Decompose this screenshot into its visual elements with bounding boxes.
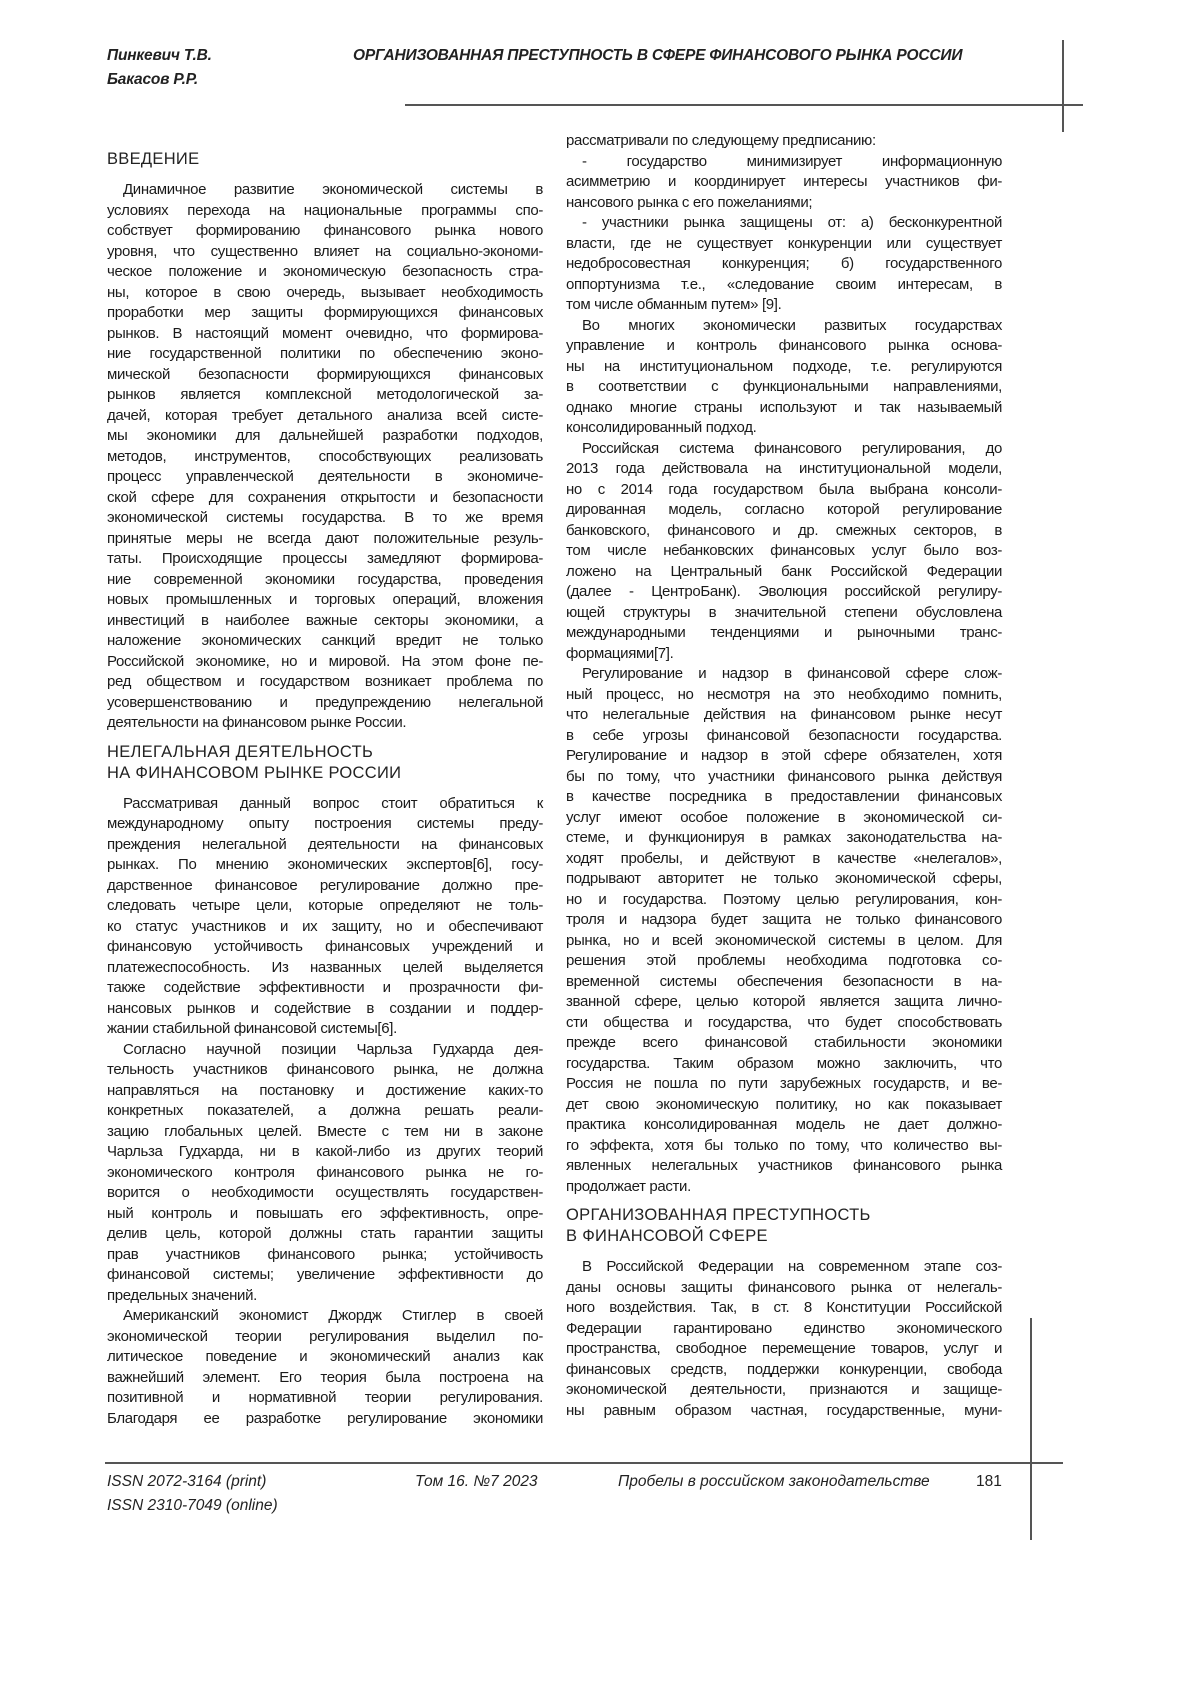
text-line: новых промышленных и торговых операций, вложения bbox=[107, 590, 543, 611]
footer-rule bbox=[105, 1462, 1063, 1464]
text-line: нансового рынка с его пожеланиями; bbox=[566, 193, 1002, 214]
text-line: Российская система финансового регулирования, до bbox=[566, 439, 1002, 460]
text-line: Благодаря ее разработке регулирование экономики bbox=[107, 1409, 543, 1430]
running-title: ОРГАНИЗОВАННАЯ ПРЕСТУПНОСТЬ В СФЕРЕ ФИНАНСОВОГО РЫНКА РОССИИ bbox=[353, 47, 962, 65]
paragraph bbox=[107, 180, 543, 734]
text-line: Российской экономике, но и мировой. На этом фоне пе- bbox=[107, 652, 543, 673]
text-line: государства. Таким образом можно заключить, что bbox=[566, 1054, 1002, 1075]
text-line: следовать четыре цели, которые определяют не толь- bbox=[107, 896, 543, 917]
text-line: усовершенствованию и предупреждению нелегальной bbox=[107, 693, 543, 714]
text-line: мы экономики для дальнейшей разработки подходов, bbox=[107, 426, 543, 447]
text-line: ны на институциональном подходе, т.е. регулируются bbox=[566, 357, 1002, 378]
header-vertical-rule bbox=[1062, 40, 1064, 132]
text-line: сти общества и государства, что будет способствовать bbox=[566, 1013, 1002, 1034]
text-line: ходят пробелы, и действуют в качестве «нелегалов», bbox=[566, 849, 1002, 870]
section-heading bbox=[107, 149, 543, 170]
text-line: го эффекта, хотя бы только по тому, что количество вы- bbox=[566, 1136, 1002, 1157]
text-line: управление и контроль финансового рынка основа- bbox=[566, 336, 1002, 357]
text-line: Во многих экономически развитых государствах bbox=[566, 316, 1002, 337]
text-line: рынка, но и всей экономической системы в целом. Для bbox=[566, 931, 1002, 952]
text-line: финансовой системы; увеличение эффективности до bbox=[107, 1265, 543, 1286]
text-line: 2013 года действовала на институциональной модели, bbox=[566, 459, 1002, 480]
text-line: в соответствии с функциональными направлениями, bbox=[566, 377, 1002, 398]
section-heading-line: НА ФИНАНСОВОМ РЫНКЕ РОССИИ bbox=[107, 763, 543, 784]
paragraph bbox=[107, 1306, 543, 1429]
text-line: однако многие страны используют и так называемый bbox=[566, 398, 1002, 419]
text-line: делив цель, которой должны стать гарантии защиты bbox=[107, 1224, 543, 1245]
section-heading-line: ВВЕДЕНИЕ bbox=[107, 149, 543, 170]
section-heading-line: НЕЛЕГАЛЬНАЯ ДЕЯТЕЛЬНОСТЬ bbox=[107, 742, 543, 763]
text-line: Регулирование и надзор в этой сфере обязателен, хотя bbox=[566, 746, 1002, 767]
text-line: Согласно научной позиции Чарльза Гудхарда дея- bbox=[107, 1040, 543, 1061]
text-line: бы по тому, что участники финансового рынка действуя bbox=[566, 767, 1002, 788]
journal-name: Пробелы в российском законодательстве bbox=[618, 1473, 930, 1491]
text-line: Россия не пошла по пути зарубежных государств, и ве- bbox=[566, 1074, 1002, 1095]
text-line: ны равным образом частная, государственные, муни- bbox=[566, 1401, 1002, 1422]
page-number: 181 bbox=[976, 1473, 1002, 1491]
text-line: методов, инструментов, способствующих реализовать bbox=[107, 447, 543, 468]
header-rule bbox=[405, 104, 1083, 106]
text-line: мической безопасности формирующихся финансовых bbox=[107, 365, 543, 386]
text-line: принятые меры не всегда дают положительные резуль- bbox=[107, 529, 543, 550]
paragraph bbox=[566, 439, 1002, 665]
left-column bbox=[107, 141, 543, 1429]
text-line: Регулирование и надзор в финансовой сфере слож- bbox=[566, 664, 1002, 685]
text-line: - государство минимизирует информационную bbox=[566, 152, 1002, 173]
right-column bbox=[566, 131, 1002, 1421]
text-line: формациями[7]. bbox=[566, 644, 1002, 665]
text-line: услуг имеют особое положение в экономической си- bbox=[566, 808, 1002, 829]
text-line: зацию глобальных целей. Вместе с тем ни в законе bbox=[107, 1122, 543, 1143]
text-line: оппортунизма т.е., «следование своим интересам, в bbox=[566, 275, 1002, 296]
text-line: экономической системы государства. В то же время bbox=[107, 508, 543, 529]
section-heading-line: ОРГАНИЗОВАННАЯ ПРЕСТУПНОСТЬ bbox=[566, 1205, 1002, 1226]
text-line: рассматривали по следующему предписанию: bbox=[566, 131, 1002, 152]
text-line: финансовых средств, поддержки конкуренции, свобода bbox=[566, 1360, 1002, 1381]
section-heading bbox=[566, 1205, 1002, 1247]
text-line: ние государственной политики по обеспечению эконо- bbox=[107, 344, 543, 365]
text-line: международными тенденциями и рыночными транс- bbox=[566, 623, 1002, 644]
text-line: собствует формированию финансового рынка нового bbox=[107, 221, 543, 242]
text-line: рынках. По мнению экономических экспертов[6], госу- bbox=[107, 855, 543, 876]
text-line: наложение экономических санкций вредит не только bbox=[107, 631, 543, 652]
text-line: явленных нелегальных участников финансового рынка bbox=[566, 1156, 1002, 1177]
paragraph bbox=[566, 131, 1002, 152]
text-line: таты. Происходящие процессы замедляют формирова- bbox=[107, 549, 543, 570]
text-line: ческое положение и экономическую безопасность стра- bbox=[107, 262, 543, 283]
text-line: Американский экономист Джордж Стиглер в своей bbox=[107, 1306, 543, 1327]
text-line: дачей, которая требует детального анализа всей систе- bbox=[107, 406, 543, 427]
paragraph bbox=[566, 664, 1002, 1197]
text-line: банковского, финансового и др. смежных секторов, в bbox=[566, 521, 1002, 542]
text-line: Чарльза Гудхарда, ни в какой-либо из других теорий bbox=[107, 1142, 543, 1163]
text-line: дированная модель, согласно которой регулирование bbox=[566, 500, 1002, 521]
text-line: практика консолидированная модель не дает должно- bbox=[566, 1115, 1002, 1136]
text-line: также содействие эффективности и прозрачности фи- bbox=[107, 978, 543, 999]
author-1: Пинкевич Т.В. bbox=[107, 47, 212, 65]
text-line: платежеспособность. Из названных целей выделяется bbox=[107, 958, 543, 979]
text-line: преждения нелегальной деятельности на финансовых bbox=[107, 835, 543, 856]
text-line: в себе угрозы финансовой безопасности государства. bbox=[566, 726, 1002, 747]
text-line: ред обществом и государством возникает проблема по bbox=[107, 672, 543, 693]
text-line: ложено на Центральный банк Российской Федерации bbox=[566, 562, 1002, 583]
text-line: ного воздействия. Так, в ст. 8 Конституции Российской bbox=[566, 1298, 1002, 1319]
text-line: ющей структуры в значительной степени обусловлена bbox=[566, 603, 1002, 624]
text-line: званной сфере, целью которой является защита лично- bbox=[566, 992, 1002, 1013]
text-line: решения этой проблемы необходима подготовка со- bbox=[566, 951, 1002, 972]
text-line: международному опыту построения системы преду- bbox=[107, 814, 543, 835]
issn-online: ISSN 2310-7049 (online) bbox=[107, 1497, 278, 1515]
text-line: временной системы обеспечения безопасности в на- bbox=[566, 972, 1002, 993]
issn-print: ISSN 2072-3164 (print) bbox=[107, 1473, 266, 1491]
text-line: В Российской Федерации на современном этапе соз- bbox=[566, 1257, 1002, 1278]
text-line: условиях перехода на национальные программы спо- bbox=[107, 201, 543, 222]
paragraph bbox=[566, 152, 1002, 214]
text-line: стеме, и функционируя в рамках законодательства на- bbox=[566, 828, 1002, 849]
text-line: том числе небанковских финансовых услуг было воз- bbox=[566, 541, 1002, 562]
section-heading bbox=[107, 742, 543, 784]
text-line: что нелегальные действия на финансовом рынке несут bbox=[566, 705, 1002, 726]
footer-vertical-rule bbox=[1030, 1318, 1032, 1540]
text-line: жании стабильной финансовой системы[6]. bbox=[107, 1019, 543, 1040]
text-line: дарственное финансовое регулирование должно пре- bbox=[107, 876, 543, 897]
text-line: предельных значений. bbox=[107, 1286, 543, 1307]
text-line: деятельности на финансовом рынке России. bbox=[107, 713, 543, 734]
text-line: пространства, свободное перемещение товаров, услуг и bbox=[566, 1339, 1002, 1360]
text-line: проработки мер защиты формирующихся финансовых bbox=[107, 303, 543, 324]
text-line: подрывают авторитет не только экономической сферы, bbox=[566, 869, 1002, 890]
text-line: даны основы защиты финансового рынка от нелегаль- bbox=[566, 1278, 1002, 1299]
text-line: - участники рынка защищены от: а) бесконкурентной bbox=[566, 213, 1002, 234]
text-line: ние современной экономики государства, проведения bbox=[107, 570, 543, 591]
text-line: рынков. В настоящий момент очевидно, что формирова- bbox=[107, 324, 543, 345]
text-line: уровня, что существенно влияет на социально-экономи- bbox=[107, 242, 543, 263]
text-line: асимметрию и координирует интересы участников фи- bbox=[566, 172, 1002, 193]
text-line: ны, которое в свою очередь, вызывает необходимость bbox=[107, 283, 543, 304]
paragraph bbox=[107, 794, 543, 1040]
text-line: в качестве посредника в предоставлении финансовых bbox=[566, 787, 1002, 808]
text-line: инвестиций в наиболее важные секторы экономики, а bbox=[107, 611, 543, 632]
text-line: но с 2014 года государством была выбрана консоли- bbox=[566, 480, 1002, 501]
text-line: власти, где не существует конкуренции или существует bbox=[566, 234, 1002, 255]
section-heading-line: В ФИНАНСОВОЙ СФЕРЕ bbox=[566, 1226, 1002, 1247]
text-line: важнейший элемент. Его теория была построена на bbox=[107, 1368, 543, 1389]
text-line: Динамичное развитие экономической системы в bbox=[107, 180, 543, 201]
text-line: недобросовестная конкуренция; б) государственного bbox=[566, 254, 1002, 275]
text-line: нансовых рынков и содействие в создании и поддер- bbox=[107, 999, 543, 1020]
text-line: финансовую устойчивость финансовых учреждений и bbox=[107, 937, 543, 958]
text-line: дет свою экономическую политику, но как показывает bbox=[566, 1095, 1002, 1116]
text-line: направляться на постановку и достижение каких-то bbox=[107, 1081, 543, 1102]
text-line: ской сфере для сохранения открытости и безопасности bbox=[107, 488, 543, 509]
text-line: прежде всего финансовой стабильности экономики bbox=[566, 1033, 1002, 1054]
paragraph bbox=[566, 316, 1002, 439]
text-line: тельность участников финансового рынка, не должна bbox=[107, 1060, 543, 1081]
text-line: ворится о необходимости осуществлять государствен- bbox=[107, 1183, 543, 1204]
text-line: процесс управленческой деятельности в экономиче- bbox=[107, 467, 543, 488]
text-line: ный контроль и повышать его эффективность, опре- bbox=[107, 1204, 543, 1225]
text-line: экономической теории регулирования выделил по- bbox=[107, 1327, 543, 1348]
text-line: (далее - ЦентроБанк). Эволюция российской регулиру- bbox=[566, 582, 1002, 603]
text-line: рынков является комплексной методологической за- bbox=[107, 385, 543, 406]
text-line: но и государства. Поэтому целью регулирования, кон- bbox=[566, 890, 1002, 911]
paragraph bbox=[566, 213, 1002, 316]
text-line: позитивной и нормативной теории регулирования. bbox=[107, 1388, 543, 1409]
text-line: консолидированный подход. bbox=[566, 418, 1002, 439]
text-line: экономического контроля финансового рынка не го- bbox=[107, 1163, 543, 1184]
text-line: троля и надзора будет защита не только финансового bbox=[566, 910, 1002, 931]
text-line: экономической деятельности, признаются и защище- bbox=[566, 1380, 1002, 1401]
text-line: ный процесс, но несмотря на это необходимо помнить, bbox=[566, 685, 1002, 706]
paragraph bbox=[566, 1257, 1002, 1421]
paragraph bbox=[107, 1040, 543, 1307]
text-line: том числе обманным путем» [9]. bbox=[566, 295, 1002, 316]
text-line: прав участников финансового рынка; устойчивость bbox=[107, 1245, 543, 1266]
text-line: конкретных показателей, а должна решать реали- bbox=[107, 1101, 543, 1122]
author-2: Бакасов Р.Р. bbox=[107, 71, 198, 89]
text-line: Федерации гарантировано единство экономического bbox=[566, 1319, 1002, 1340]
text-line: литическое поведение и экономический анализ как bbox=[107, 1347, 543, 1368]
volume-issue: Том 16. №7 2023 bbox=[415, 1473, 538, 1491]
text-line: продолжает расти. bbox=[566, 1177, 1002, 1198]
text-line: Рассматривая данный вопрос стоит обратиться к bbox=[107, 794, 543, 815]
text-line: ко статус участников и их защиту, но и обеспечивают bbox=[107, 917, 543, 938]
